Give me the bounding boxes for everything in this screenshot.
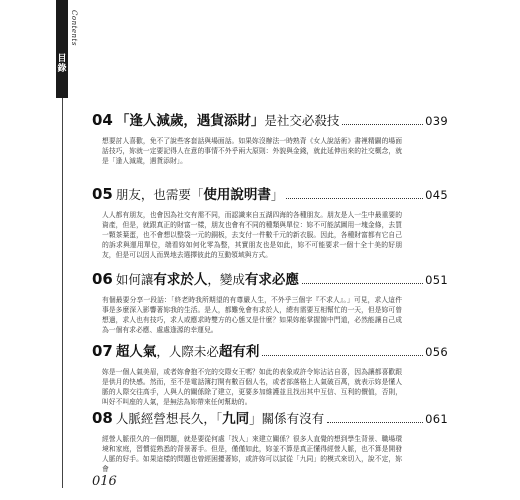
entry-page-number: 056 [425, 345, 448, 359]
entry-number: 04 [92, 111, 113, 129]
entry-page-number: 045 [425, 188, 448, 202]
entry-page-number: 051 [425, 273, 448, 287]
toc-entry-05 [92, 186, 448, 260]
toc-entry-06 [92, 271, 448, 335]
leader-dots [302, 283, 423, 284]
entry-title-segment: 如何讓 [115, 272, 154, 287]
entry-summary: 經營人脈很久的一個問題，就是要從何處「找人」來建立關係？很多人直覺的想到學生背景、職場環境和家庭，習慣從熟悉的背景著手。但是，僅僅如此，妳並不算是真正懂得經營人脈，也不算是開發人脈的好手。如果這樣的問題也曾經困擾著妳，或許妳可以試從「九同」的模式來切入，說不定，妳會 [102, 435, 402, 473]
side-tab-label-en: Contents [70, 10, 78, 46]
entry-title-segment: 九同 [222, 411, 250, 427]
entry-number: 07 [92, 342, 113, 360]
entry-title-segment: 有求於人 [153, 272, 208, 288]
entry-title-segment: ，人際未必 [156, 344, 219, 359]
side-rule [62, 98, 63, 488]
leader-dots [262, 355, 423, 356]
entry-title-segment: 有求必應 [244, 272, 299, 288]
entry-title [92, 343, 448, 360]
leader-dots [286, 198, 423, 199]
entry-title-segment: 使用說明書 [203, 187, 271, 203]
side-tab-label-cn: 目錄 [57, 54, 67, 74]
toc-entry-04 [92, 112, 448, 166]
entry-title [92, 186, 448, 203]
entry-summary: 想要討人喜歡，免不了說些客套話與場面話。如果妳沒辦法一時熟背《女人說話術》書裡精闢的場面話技巧，妳就一定要記得人在意的事情不外乎兩大原則：外貌與金錢，就此延伸出來的社交概念，就是「逢人減歲，遇貨添財」。 [102, 137, 402, 165]
entry-title-segment: 」 [270, 187, 284, 202]
entry-title-segment: 人脈經營想長久，「 [115, 411, 223, 426]
entry-number: 05 [92, 185, 113, 203]
entry-number: 06 [92, 270, 113, 288]
entry-title-segment: 超有利 [218, 344, 260, 360]
entry-title [92, 112, 448, 129]
entry-page-number: 039 [425, 114, 448, 128]
entry-title-segment: 朋友，也需要「 [115, 187, 204, 202]
entry-title [92, 271, 448, 288]
section-side-tab [56, 0, 68, 98]
leader-dots [327, 422, 423, 423]
entry-page-number: 061 [425, 412, 448, 426]
toc-entry-08 [92, 410, 448, 474]
page-folio: 016 [92, 474, 117, 489]
entry-title-segment: 超人氣 [115, 344, 157, 360]
leader-dots [342, 124, 423, 125]
entry-title-segment: 是社交必殺技 [264, 113, 340, 128]
toc-entry-07 [92, 343, 448, 407]
entry-summary: 有個最要分享一段話：「終老時我所期望的有尊嚴人生，不外乎三個字『不求人』。」可見，求人這件事是多麼深入影響著妳我的生活。是人，都難免會有求於人，總有需要互相幫忙的一天，但是妳可曾想過，求人也有技巧，求人或應求時雙方的心態又是什麼？如果妳能掌握箇中門道，必然能讓自己成為一個有求必應、處處逢源的幸運兒。 [102, 296, 402, 334]
entry-title-segment: 」關係有沒有 [249, 411, 325, 426]
entry-title-segment: 「逢人減歲，遇貨添財」 [115, 113, 265, 129]
entry-summary: 妳是一個人氣美眉，或者妳會抱不完的交際女王嗎？如此的表象或許令妳沾沾自喜，因為讓都喜歡跟是供月的快感。然而，至不是電話簿打開有數百個人名，或者部落格上人氣破百萬，就表示妳是懂人脈的人際交往高手，人與人的關係除了建立，更要多加維護並且找出其中互信、互利的價值，否則，叫好不叫座的人氣，是無法為妳帶來任何幫助的。 [102, 368, 402, 406]
entry-title [92, 410, 448, 427]
entry-title-segment: ，變成 [207, 272, 245, 287]
entry-number: 08 [92, 409, 113, 427]
entry-summary: 人人都有朋友，也會因為社交有需不同，而認識來自五湖四海的各種朋友。朋友是人一生中最重要的資產，但是，就跟真正的財富一樣，朋友也會有不同的種類與單位：妳不可能試圖用一塊金條，去買一顆茶葉蛋，也不會想以整袋一元的銅板，去支付一件數千元的新衣服。因此，各種財富都有它自己的訴求與運用單位，端看妳如何化零為整，其實朋友也是如此，妳不可能要求一個十全十美的好朋友，但是可以因人而異地去選擇彼此的互動領域與方式。 [102, 211, 402, 259]
